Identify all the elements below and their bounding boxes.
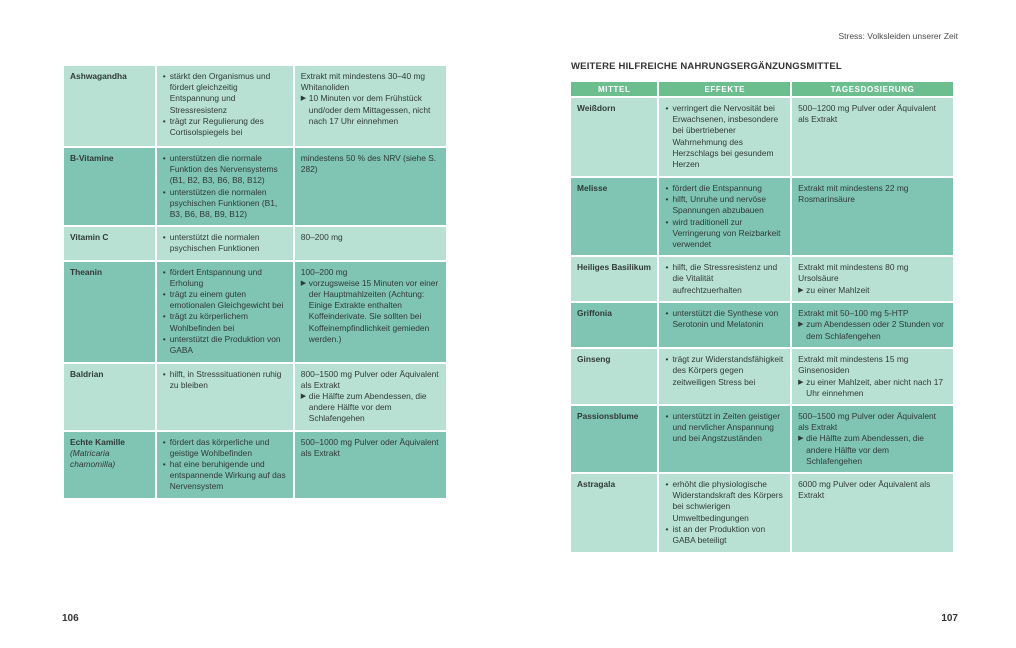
effect-item: • stärkt den Organismus und fördert gleichzeitig Entspannung und Stressresistenz (163, 71, 287, 116)
table-row (571, 406, 953, 472)
dosage-arrow-note: ▶ vorzugsweise 15 Minuten vor einer der Hauptmahlzeiten (Achtung: Einige Extrakte enthalten Koffeinderivate. Sie sollten bei Koffeinempfindlichkeit gemieden werden.) (301, 278, 440, 345)
supplement-name: B-Vitamine (70, 153, 114, 163)
effects-cell (659, 98, 790, 176)
effects-list (665, 354, 784, 388)
dosage-cell (295, 432, 446, 498)
effects-cell (157, 262, 293, 362)
table-row (64, 364, 446, 430)
supplement-name-cell (571, 474, 657, 552)
effect-item: • fördert das körperliche und geistige Wohlbefinden (163, 437, 287, 459)
table-row (64, 262, 446, 362)
dosage-text: 500–1000 mg Pulver oder Äquivalent als Extrakt (300, 436, 439, 458)
right-page (508, 0, 1016, 648)
dosage-text: Extrakt mit mindestens 30–40 mg Whitanoliden (300, 71, 426, 93)
supplement-name: Theanin (70, 266, 103, 277)
page-number-right: 107 (941, 613, 958, 624)
effects-cell (157, 432, 293, 498)
dosage-text: Extrakt mit mindestens 15 mg Ginsenosiden (798, 354, 909, 376)
dosage-cell (295, 227, 446, 259)
dosage-text: 500–1200 mg Pulver oder Äquivalent als Extrakt (798, 103, 936, 125)
effect-item: • fördert die Entspannung (665, 183, 784, 194)
effect-item: • unterstützt die Synthese von Serotonin und Melatonin (665, 308, 784, 330)
supplement-name-cell (571, 257, 657, 301)
dosage-cell (792, 349, 953, 404)
effects-list (163, 369, 287, 391)
dosage-cell (792, 474, 953, 552)
table-row (571, 98, 953, 176)
supplement-name: Baldrian (70, 368, 104, 379)
dosage-cell (295, 66, 446, 146)
effects-cell (659, 406, 790, 472)
dosage-text: 800–1500 mg Pulver oder Äquivalent als Extrakt (300, 368, 439, 390)
dosage-text: Extrakt mit mindestens 80 mg Ursolsäure (798, 262, 909, 284)
effect-item: • unterstützen die normale Funktion des Nervensystems (B1, B2, B3, B6, B8, B12) (163, 153, 287, 187)
effects-cell (659, 349, 790, 404)
supplement-name-cell (571, 98, 657, 176)
effect-item: • unterstützt die normalen psychischen Funktionen (163, 232, 287, 254)
dosage-cell (295, 148, 446, 225)
supplement-name-cell (571, 303, 657, 347)
dosage-text: 500–1500 mg Pulver oder Äquivalent als Extrakt (798, 411, 936, 433)
table-row (571, 303, 953, 347)
dosage-arrow-note: ▶ die Hälfte zum Abendessen, die andere Hälfte vor dem Schlafengehen (798, 433, 947, 467)
table-header-row (571, 82, 953, 96)
supplement-name-cell (571, 178, 657, 255)
header-effekte: EFFEKTE (659, 82, 790, 96)
effect-item: • hilft, in Stresssituationen ruhig zu bleiben (163, 369, 287, 391)
effects-list (665, 183, 784, 250)
effect-item: • unterstützen die normalen psychischen Funktionen (B1, B3, B6, B8, B9, B12) (163, 187, 287, 221)
effects-list (163, 153, 287, 220)
supplement-name: Heiliges Basilikum (577, 262, 652, 273)
supplement-name: Griffonia (577, 308, 612, 319)
table-row (571, 257, 953, 301)
effects-list (665, 103, 784, 170)
effect-item: • trägt zu körperlichem Wohlbefinden bei (163, 311, 287, 333)
effects-cell (659, 303, 790, 347)
dosage-text: 6000 mg Pulver oder Äquivalent als Extrakt (798, 479, 931, 501)
effects-cell (157, 66, 293, 146)
effect-item: • trägt zu einem guten emotionalen Gleichgewicht bei (163, 289, 287, 311)
supplement-name-cell (64, 227, 155, 259)
table-row (64, 432, 446, 498)
dosage-cell (792, 98, 953, 176)
dosage-cell (295, 364, 446, 430)
table-row (571, 178, 953, 255)
supplement-name-cell (64, 364, 155, 430)
effect-item: • erhöht die physiologische Widerstandskraft des Körpers bei schwierigen Umweltbedingungen (665, 479, 784, 524)
dosage-arrow-note: ▶ zu einer Mahlzeit (798, 285, 947, 296)
effects-list (665, 308, 784, 330)
supplement-name: Astragala (577, 479, 616, 490)
effects-list (665, 411, 784, 445)
effects-cell (659, 474, 790, 552)
effect-item: • unterstützt in Zeiten geistiger und nervlicher Anspannung und bei Angstzuständen (665, 411, 784, 445)
table-row (64, 66, 446, 146)
table-row (571, 474, 953, 552)
supplement-name-cell (64, 66, 155, 146)
supplement-name: Ginseng (577, 354, 611, 365)
effects-cell (659, 178, 790, 255)
supplement-name: Weißdorn (577, 103, 616, 113)
dosage-arrow-note: ▶ 10 Minuten vor dem Frühstück und/oder dem Mittagessen, nicht nach 17 Uhr einnehmen (301, 93, 440, 127)
header-mittel: MITTEL (571, 82, 657, 96)
dosage-text: Extrakt mit 50–100 mg 5-HTP (798, 308, 909, 319)
dosage-cell (295, 262, 446, 362)
effects-list (163, 71, 287, 138)
supplement-name-cell (571, 349, 657, 404)
effects-cell (157, 148, 293, 225)
effect-item: • verringert die Nervosität bei Erwachsenen, insbesondere bei übertriebener Wahrnehmung des Herzschlags bei gesundem Herzen (665, 103, 784, 170)
table-row (64, 227, 446, 259)
effects-list (163, 232, 287, 254)
header-tagesdosierung: TAGESDOSIERUNG (792, 82, 953, 96)
table-row (571, 349, 953, 404)
effect-item: • wird traditionell zur Verringerung von Reizbarkeit verwendet (665, 217, 784, 251)
effects-cell (157, 364, 293, 430)
latin-name: (Matricaria chamomilla) (70, 447, 116, 470)
effect-item: • hilft, Unruhe und nervöse Spannungen abzubauen (665, 194, 784, 216)
effect-item: • trägt zur Regulierung des Cortisolspiegels bei (163, 116, 287, 138)
table-row (64, 148, 446, 225)
supplement-name: Melisse (577, 183, 608, 193)
effect-item: • trägt zur Widerstandsfähigkeit des Körpers gegen zeitweiligen Stress bei (665, 354, 784, 388)
effects-list (665, 262, 784, 296)
page-number-left: 106 (62, 613, 79, 624)
table-title: WEITERE HILFREICHE NAHRUNGSERGÄNZUNGSMITTEL (571, 61, 842, 72)
dosage-cell (792, 178, 953, 255)
effects-list (163, 267, 287, 357)
effect-item: • unterstützt die Produktion von GABA (163, 334, 287, 356)
supplement-name-cell (64, 262, 155, 362)
effects-cell (659, 257, 790, 301)
dosage-cell (792, 406, 953, 472)
effect-item: • ist an der Produktion von GABA beteiligt (665, 524, 784, 546)
effects-list (163, 437, 287, 493)
effect-item: • fördert Entspannung und Erholung (163, 267, 287, 289)
supplement-table-left (62, 64, 448, 500)
effect-item: • hat eine beruhigende und entspannende Wirkung auf das Nervensystem (163, 459, 287, 493)
supplement-name: Passionsblume (577, 411, 639, 422)
supplement-name: Echte Kamille (70, 436, 125, 447)
dosage-cell (792, 257, 953, 301)
dosage-text: 80–200 mg (300, 232, 343, 243)
supplement-name-cell (64, 148, 155, 225)
supplement-name: Ashwagandha (70, 71, 127, 81)
effect-item: • hilft, die Stressresistenz und die Vitalität aufrechtzuerhalten (665, 262, 784, 296)
effects-list (665, 479, 784, 546)
running-header: Stress: Volksleiden unserer Zeit (838, 31, 958, 41)
dosage-arrow-note: ▶ zu einer Mahlzeit, aber nicht nach 17 Uhr einnehmen (798, 377, 947, 399)
supplement-name: Vitamin C (70, 232, 109, 243)
dosage-arrow-note: ▶ die Hälfte zum Abendessen, die andere Hälfte vor dem Schlafengehen (301, 391, 440, 425)
supplement-table-right (569, 80, 955, 554)
dosage-text: mindestens 50 % des NRV (siehe S. 282) (300, 153, 437, 175)
dosage-text: Extrakt mit mindestens 22 mg Rosmarinsäure (798, 183, 909, 205)
supplement-name-cell (571, 406, 657, 472)
dosage-cell (792, 303, 953, 347)
dosage-text: 100–200 mg (300, 266, 348, 277)
supplement-name-cell (64, 432, 155, 498)
effects-cell (157, 227, 293, 259)
dosage-arrow-note: ▶ zum Abendessen oder 2 Stunden vor dem Schlafengehen (798, 319, 947, 341)
